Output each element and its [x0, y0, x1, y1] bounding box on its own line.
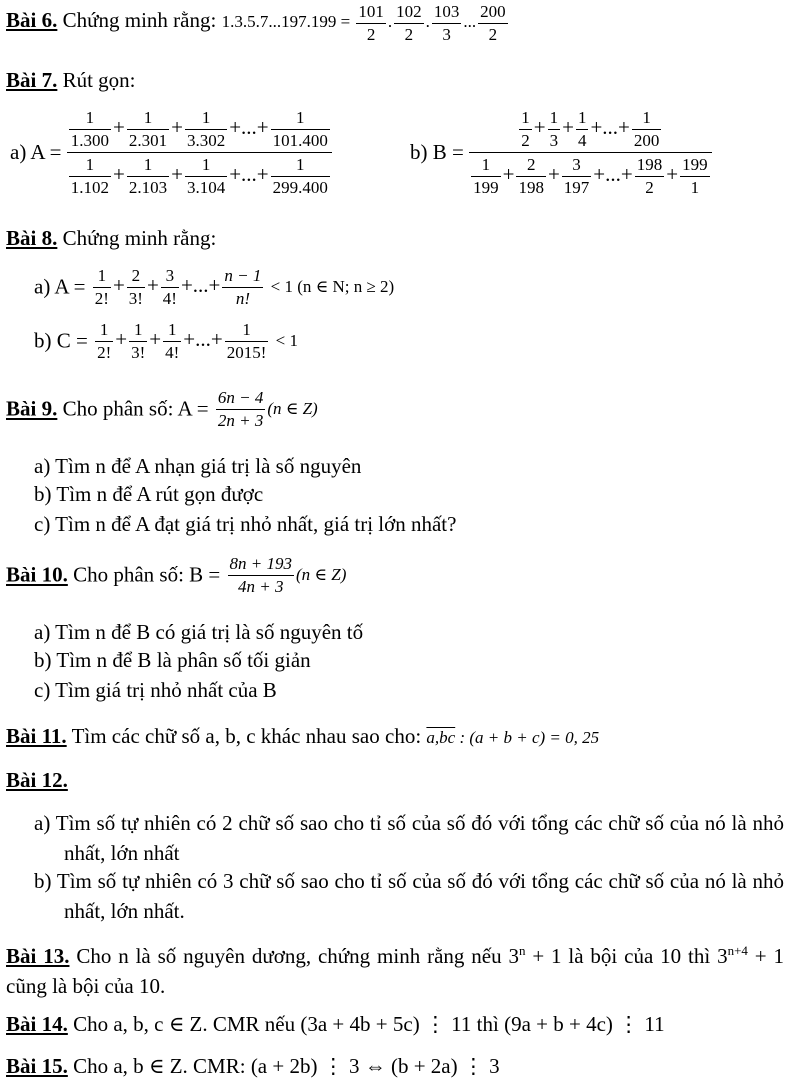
- problem-9-heading: [6, 388, 318, 430]
- fraction-den: 2.301: [128, 130, 168, 150]
- fraction-num: 101: [356, 2, 386, 24]
- fraction-num: 1: [225, 320, 269, 342]
- problem-6-label: Bài 6.: [6, 7, 58, 32]
- exponent: n: [518, 943, 526, 958]
- problem-7-text: Rút gọn:: [62, 68, 136, 92]
- fraction-den: 2.103: [128, 177, 168, 197]
- fraction-den: 197: [563, 177, 590, 197]
- fraction-den: 4: [577, 130, 587, 150]
- problem-13: [6, 936, 784, 1001]
- problem-8-label: Bài 8.: [6, 226, 58, 250]
- fraction-den: 101.400: [272, 130, 328, 150]
- problem-10-item-a: a) Tìm n để B có giá trị là số nguyên tố: [34, 620, 364, 644]
- ellipsis: ...: [463, 11, 477, 31]
- problem-14: [6, 1012, 665, 1037]
- problem-8a-label: a) A =: [34, 274, 86, 299]
- problem-12-label: Bài 12.: [6, 768, 68, 792]
- problem-11-text: Tìm các chữ số a, b, c khác nhau sao cho:: [71, 724, 422, 748]
- problem-8b-tail: < 1: [275, 331, 298, 351]
- problem-14-text: Cho a, b, c ∈ Z. CMR nếu (3a + 4b + 5c) ⋮ 11 thì (9a + b + 4c) ⋮ 11: [73, 1012, 665, 1036]
- fraction-den: 1: [690, 177, 700, 197]
- plus: +: [533, 114, 546, 139]
- problem-13-text-1: Cho n là số nguyên dương, chứng minh rằng nếu 3: [76, 944, 519, 968]
- fraction-num: 199: [680, 155, 710, 177]
- fraction-num: 1: [69, 108, 111, 130]
- plus: +: [171, 114, 183, 139]
- problem-9-label: Bài 9.: [6, 396, 58, 421]
- problem-8-text: Chứng minh rằng:: [62, 226, 217, 250]
- fraction-num: 1: [95, 320, 113, 342]
- fraction-num: 1: [548, 108, 561, 130]
- problem-7a-numerator: [67, 108, 332, 153]
- fraction-num: 1: [127, 108, 169, 130]
- problem-7b-label: b) B =: [410, 140, 464, 165]
- fraction-den: 1.102: [70, 177, 110, 197]
- problem-9-condition: (n ∈ Z): [267, 399, 318, 419]
- fraction-num: 102: [394, 2, 424, 24]
- problem-8a-tail: < 1 (n ∈ N; n ≥ 2): [270, 277, 395, 297]
- fraction-num: 1: [69, 155, 111, 177]
- plus: +: [666, 161, 679, 186]
- problem-10-label: Bài 10.: [6, 562, 68, 587]
- ellipsis: +...+: [590, 114, 630, 139]
- fraction-den: 3: [442, 24, 451, 44]
- fraction-num: 1: [519, 108, 532, 130]
- problem-10-text: Cho phân số: B =: [73, 562, 221, 587]
- fraction-num: 3: [161, 266, 179, 288]
- fraction-num: 1: [576, 108, 589, 130]
- problem-12-item-b: b) Tìm số tự nhiên có 3 chữ số sao cho tỉ số của số đó với tổng các chữ số của nó là nhỏ nhất, lớn nhất.: [34, 869, 784, 923]
- fraction-den: 4n + 3: [238, 576, 284, 596]
- problem-13-text-3: + 1 cũng là bội của 10.: [6, 944, 784, 998]
- fraction-den: 2: [488, 24, 498, 44]
- fraction-num: 6n − 4: [216, 388, 265, 410]
- fraction-den: 2!: [97, 342, 112, 362]
- plus: +: [115, 326, 128, 351]
- ellipsis: +...+: [593, 161, 633, 186]
- fraction-den: 2: [404, 24, 414, 44]
- plus: +: [171, 161, 183, 186]
- problem-9-item-a: a) Tìm n để A nhạn giá trị là số nguyên: [34, 454, 362, 478]
- ellipsis: +...+: [180, 272, 221, 297]
- plus: +: [113, 114, 125, 139]
- problem-13-label: Bài 13.: [6, 944, 70, 968]
- problem-11: [6, 724, 599, 749]
- fraction-num: 1: [93, 266, 111, 288]
- problem-11-label: Bài 11.: [6, 724, 67, 748]
- fraction-den: 2: [366, 24, 376, 44]
- problem-6-formula: 1.3.5.7...197.199 = $\frac{101}{2}$ . $\frac{102}{2}$ . $\frac{103}{3}$ ... $\frac{200}{2}$: [221, 2, 506, 44]
- fraction-den: 2n + 3: [217, 410, 264, 430]
- formula-lhs: 1.3.5.7...197.199 =: [221, 11, 351, 31]
- fraction-den: 1.300: [70, 130, 110, 150]
- problem-12-item-a: a) Tìm số tự nhiên có 2 chữ số sao cho tỉ số của số đó với tổng các chữ số của nó là nhỏ nhất, lớn nhất: [34, 811, 784, 865]
- problem-6-text: Chứng minh rằng:: [62, 7, 217, 32]
- fraction-den: 2!: [94, 288, 109, 308]
- problem-7a-denominator: [67, 153, 332, 197]
- problem-7b: [410, 108, 712, 197]
- fraction-den: 4!: [162, 288, 177, 308]
- problem-7-heading: [6, 68, 136, 93]
- problem-10-item-c: c) Tìm giá trị nhỏ nhất của B: [34, 678, 277, 702]
- fraction-num: 1: [471, 155, 501, 177]
- problem-6: [6, 2, 510, 44]
- fraction-num: 198: [635, 155, 665, 177]
- problem-7a-bigfraction: [67, 108, 332, 197]
- problem-8-heading: [6, 226, 216, 251]
- fraction-num: 200: [478, 2, 508, 24]
- problem-8b: [34, 320, 298, 362]
- problem-9-text: Cho phân số: A =: [62, 396, 209, 421]
- fraction-num: 1: [129, 320, 147, 342]
- problem-7b-denominator: [469, 153, 711, 197]
- fraction-den: 299.400: [272, 177, 328, 197]
- fraction-den: 3!: [128, 288, 143, 308]
- plus: +: [502, 161, 515, 186]
- fraction-den: 199: [473, 177, 499, 197]
- problem-8b-label: b) C =: [34, 328, 88, 353]
- fraction-num: 2: [127, 266, 145, 288]
- plus: +: [149, 326, 162, 351]
- problem-11-overline: a,bc: [426, 728, 456, 747]
- problem-10-condition: (n ∈ Z): [296, 565, 347, 585]
- problem-13-text-2: + 1 là bội của 10 thì 3: [525, 944, 728, 968]
- problem-7a: [10, 108, 332, 197]
- fraction-den: n!: [235, 288, 250, 308]
- problem-15-text: Cho a, b ∈ Z. CMR: (a + 2b) ⋮ 3 ⇔ (b + 2a) ⋮ 3: [73, 1054, 500, 1078]
- problem-8a: [34, 266, 394, 308]
- fraction-den: 2: [521, 130, 530, 150]
- ellipsis: +...+: [229, 114, 269, 139]
- problem-7b-bigfraction: [469, 108, 711, 197]
- plus: +: [112, 272, 125, 297]
- problem-9-item-c: c) Tìm n để A đạt giá trị nhỏ nhất, giá trị lớn nhất?: [34, 512, 457, 536]
- fraction-num: 3: [562, 155, 592, 177]
- problem-10-item-b: b) Tìm n để B là phân số tối giản: [34, 648, 311, 672]
- fraction-num: 103: [432, 2, 462, 24]
- fraction-den: 2: [645, 177, 654, 197]
- fraction-num: 1: [127, 155, 169, 177]
- fraction-den: 2015!: [226, 342, 267, 362]
- problem-7b-numerator: [469, 108, 711, 153]
- fraction-num: n − 1: [222, 266, 263, 288]
- fraction-num: 8n + 193: [228, 554, 294, 576]
- fraction-num: 1: [632, 108, 662, 130]
- fraction-num: 1: [163, 320, 181, 342]
- fraction-num: 1: [271, 108, 330, 130]
- fraction-den: 3!: [131, 342, 146, 362]
- problem-12-heading: [6, 768, 68, 793]
- fraction-den: 200: [633, 130, 660, 150]
- problem-14-label: Bài 14.: [6, 1012, 68, 1036]
- fraction-den: 3: [549, 130, 559, 150]
- problem-10-heading: [6, 554, 346, 596]
- fraction-den: 3.302: [186, 130, 226, 150]
- plus: +: [547, 161, 560, 186]
- ellipsis: +...+: [229, 161, 269, 186]
- plus: +: [562, 114, 574, 139]
- fraction-num: 1: [185, 108, 227, 130]
- problem-9-item-b: b) Tìm n để A rút gọn được: [34, 482, 264, 506]
- problem-7-label: Bài 7.: [6, 68, 58, 92]
- fraction-den: 4!: [165, 342, 180, 362]
- fraction-num: 2: [516, 155, 546, 177]
- fraction-num: 1: [271, 155, 330, 177]
- problem-11-expr: : (a + b + c) = 0, 25: [455, 728, 600, 747]
- problem-7a-label: a) A =: [10, 140, 62, 165]
- plus: +: [146, 272, 159, 297]
- fraction-num: 1: [185, 155, 227, 177]
- exponent: n+4: [727, 943, 748, 958]
- problem-15: [6, 1054, 500, 1079]
- fraction-den: 3.104: [186, 177, 226, 197]
- plus: +: [113, 161, 125, 186]
- ellipsis: +...+: [183, 326, 223, 351]
- problem-15-label: Bài 15.: [6, 1054, 68, 1078]
- fraction-den: 198: [518, 177, 544, 197]
